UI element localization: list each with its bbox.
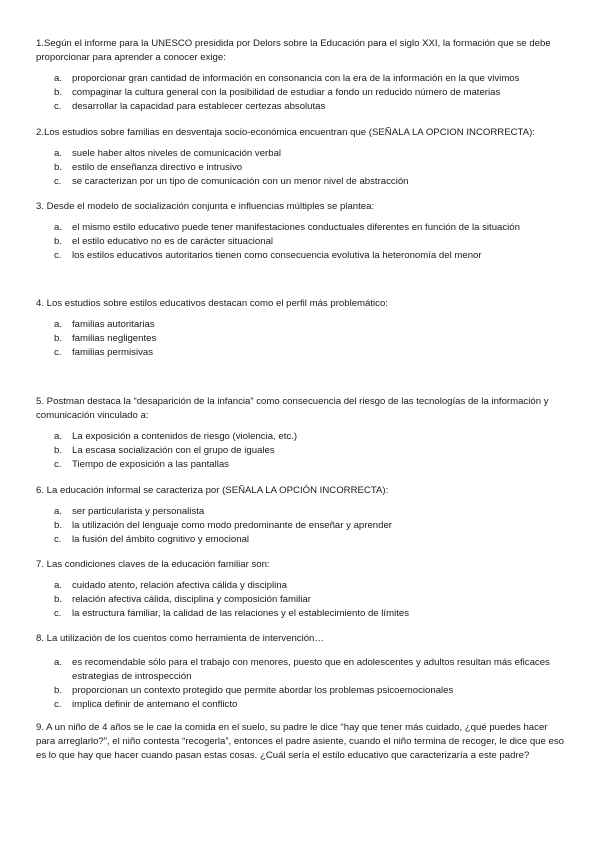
option-text: implica definir de antemano el conflicto [72, 699, 238, 710]
question-stem: 3. Desde el modelo de socialización conjunta e influencias múltiples se plantea: [36, 201, 375, 212]
options-list [36, 221, 566, 263]
question-7 [36, 558, 566, 621]
option-letter: b. [54, 685, 63, 696]
question-stem: 4. Los estudios sobre estilos educativos destacan como el perfil más problemático: [36, 298, 388, 309]
option-c [36, 607, 566, 621]
option-letter: c. [54, 699, 62, 710]
option-text: ser particularista y personalista [72, 506, 205, 517]
option-text: cuidado atento, relación afectiva cálida y disciplina [72, 580, 287, 591]
option-text: la utilización del lenguaje como modo predominante de enseñar y aprender [72, 520, 392, 531]
option-letter: c. [54, 101, 62, 112]
option-letter: b. [54, 594, 63, 605]
option-text: familias permisivas [72, 347, 154, 358]
question-3 [36, 200, 566, 263]
option-c [36, 175, 566, 189]
options-list [36, 656, 566, 712]
option-a [36, 221, 566, 235]
option-a [36, 318, 566, 332]
option-c [36, 346, 566, 360]
option-text: familias negligentes [72, 333, 157, 344]
option-text: el estilo educativo no es de carácter situacional [72, 236, 274, 247]
question-8 [36, 632, 566, 712]
option-letter: a. [54, 431, 63, 442]
option-c [36, 533, 566, 547]
option-text: el mismo estilo educativo puede tener manifestaciones conductuales diferentes en función de la situación [72, 222, 520, 233]
option-letter: c. [54, 608, 62, 619]
option-a [36, 579, 566, 593]
option-text: la estructura familiar, la calidad de las relaciones y el establecimiento de límites [72, 608, 410, 619]
option-text: es recomendable sólo para el trabajo con menores, puesto que en adolescentes y adultos resultan más eficaces estrategias de introspección [72, 657, 550, 682]
option-c [36, 698, 566, 712]
option-text: proporcionar gran cantidad de información en consonancia con la era de la información en la que vivimos [72, 73, 520, 84]
option-text: se caracterizan por un tipo de comunicación con un menor nivel de abstracción [72, 176, 409, 187]
option-a [36, 656, 566, 684]
option-letter: c. [54, 459, 62, 470]
question-9 [36, 721, 566, 763]
question-stem: 1.Según el informe para la UNESCO presidida por Delors sobre la Educación para el siglo XXI, la formación que se debe proporcionar para aprender a conocer exige: [36, 38, 551, 63]
question-stem: 6. La educación informal se caracteriza por (SEÑALA LA OPCIÓN INCORRECTA): [36, 485, 389, 496]
option-letter: c. [54, 347, 62, 358]
option-b [36, 684, 566, 698]
option-letter: a. [54, 506, 63, 517]
option-text: suele haber altos niveles de comunicación verbal [72, 148, 282, 159]
option-letter: b. [54, 520, 63, 531]
question-stem: 9. A un niño de 4 años se le cae la comida en el suelo, su padre le dice “hay que tener más cuidado, ¿qué puedes hacer para arreglarlo?”, el niño contesta “recogerla”, entonces el padre asiente, cuando el niño termina de recoger, le dice que eso es lo que hay que hacer cuando pasan estas cosas. ¿Cuál sería el estilo educativo que caracterizaría a este padre? [36, 722, 564, 761]
options-list [36, 579, 566, 621]
option-text: La exposición a contenidos de riesgo (violencia, etc.) [72, 431, 298, 442]
option-letter: c. [54, 250, 62, 261]
option-b [36, 235, 566, 249]
option-letter: b. [54, 445, 63, 456]
option-letter: a. [54, 148, 63, 159]
option-a [36, 430, 566, 444]
option-b [36, 444, 566, 458]
option-text: relación afectiva cálida, disciplina y composición familiar [72, 594, 311, 605]
option-letter: b. [54, 87, 63, 98]
option-letter: a. [54, 319, 63, 330]
option-text: desarrollar la capacidad para establecer certezas absolutas [72, 101, 326, 112]
option-text: familias autoritarias [72, 319, 155, 330]
option-c [36, 249, 566, 263]
option-b [36, 593, 566, 607]
option-a [36, 505, 566, 519]
option-c [36, 100, 566, 114]
option-letter: a. [54, 657, 63, 668]
question-stem: 5. Postman destaca la “desaparición de la infancia” como consecuencia del riesgo de las tecnologías de la información y comunicación vinculado a: [36, 396, 549, 421]
option-letter: a. [54, 73, 63, 84]
option-text: estilo de enseñanza directivo e intrusivo [72, 162, 243, 173]
option-b [36, 519, 566, 533]
option-b [36, 161, 566, 175]
question-2 [36, 126, 566, 189]
option-text: La escasa socialización con el grupo de iguales [72, 445, 275, 456]
option-text: proporcionan un contexto protegido que permite abordar los problemas psicoemocionales [72, 685, 454, 696]
option-text: Tiempo de exposición a las pantallas [72, 459, 229, 470]
option-letter: b. [54, 162, 63, 173]
option-letter: b. [54, 333, 63, 344]
option-b [36, 332, 566, 346]
question-6 [36, 484, 566, 547]
option-letter: c. [54, 176, 62, 187]
options-list [36, 318, 566, 360]
option-b [36, 86, 566, 100]
question-stem: 2.Los estudios sobre familias en desventaja socio-económica encuentran que (SEÑALA LA OPCION INCORRECTA): [36, 127, 535, 138]
options-list [36, 72, 566, 114]
question-stem: 7. Las condiciones claves de la educación familiar son: [36, 559, 270, 570]
question-5 [36, 395, 566, 472]
option-text: la fusión del ámbito cognitivo y emocional [72, 534, 250, 545]
option-a [36, 72, 566, 86]
option-letter: b. [54, 236, 63, 247]
option-c [36, 458, 566, 472]
options-list [36, 430, 566, 472]
options-list [36, 505, 566, 547]
option-text: compaginar la cultura general con la posibilidad de estudiar a fondo un reducido número de materias [72, 87, 501, 98]
option-a [36, 147, 566, 161]
options-list [36, 147, 566, 189]
option-letter: a. [54, 222, 63, 233]
option-text: los estilos educativos autoritarios tienen como consecuencia evolutiva la heteronomía del menor [72, 250, 482, 261]
question-1 [36, 37, 566, 114]
option-letter: c. [54, 534, 62, 545]
option-letter: a. [54, 580, 63, 591]
question-stem: 8. La utilización de los cuentos como herramienta de intervención… [36, 633, 324, 644]
question-4 [36, 297, 566, 360]
